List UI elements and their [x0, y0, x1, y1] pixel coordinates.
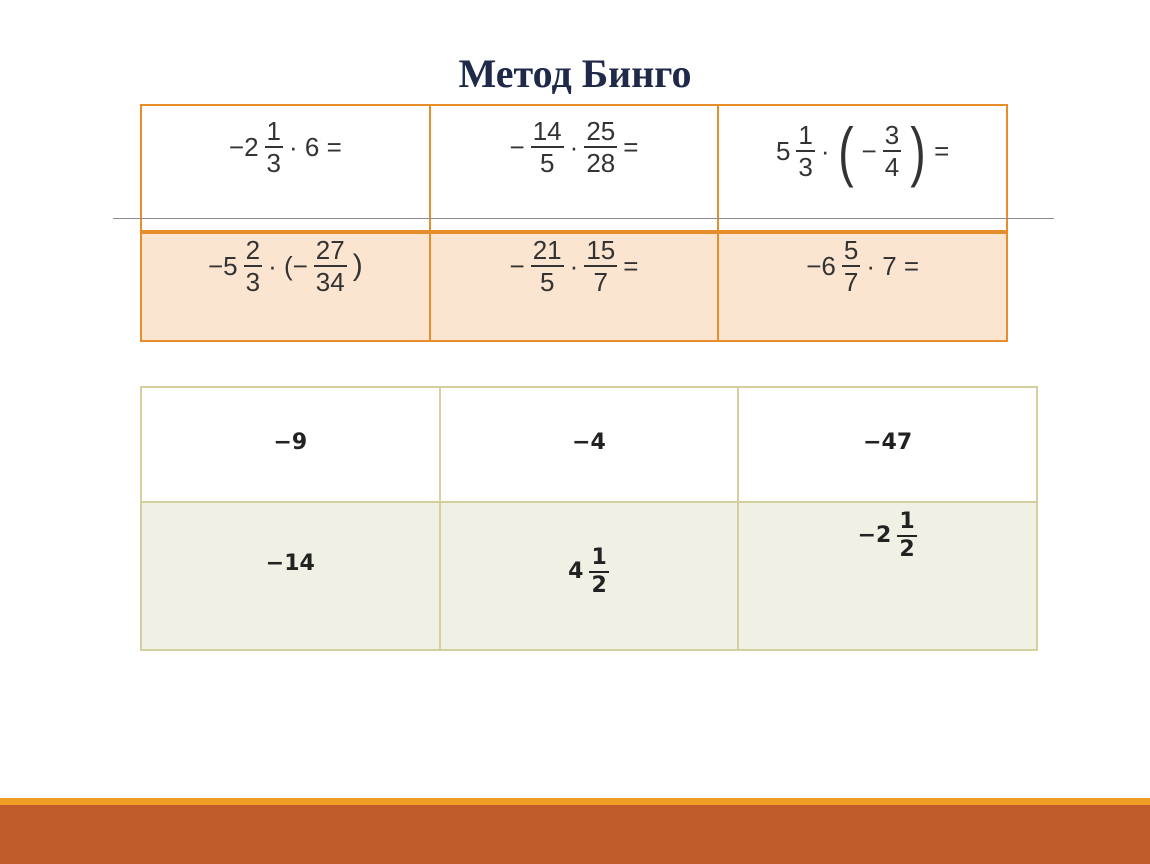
answer-cell-5	[440, 502, 739, 650]
numerator: 3	[884, 120, 900, 150]
task-expression	[510, 237, 639, 295]
numerator: 25	[586, 116, 616, 146]
page-title: Метод Бинго	[458, 51, 692, 96]
mixed-number-whole: −5	[207, 251, 238, 281]
fraction	[796, 122, 814, 180]
table-row	[141, 387, 1037, 502]
denominator: 28	[586, 148, 616, 178]
answer-value	[858, 511, 918, 561]
task-expression	[806, 237, 919, 295]
denominator: 34	[315, 267, 345, 297]
answer-value: −14	[265, 551, 315, 576]
denominator: 3	[266, 148, 282, 178]
task-cell-4	[141, 232, 430, 341]
minus-sign: −	[509, 251, 525, 281]
answer-cell-2	[440, 387, 739, 502]
answer-cell-4	[141, 502, 440, 650]
mixed-number-whole: 4	[568, 559, 584, 584]
task-cell-6	[718, 232, 1007, 341]
fraction	[897, 511, 916, 561]
numerator: 2	[245, 235, 261, 265]
task-cell-3	[718, 105, 1007, 232]
answer-value: −4	[572, 430, 606, 455]
denominator: 7	[593, 267, 608, 297]
answer-cell-1	[141, 387, 440, 502]
fraction	[842, 237, 860, 295]
right-parenthesis: )	[352, 249, 363, 282]
answer-value: −9	[273, 430, 308, 455]
fraction	[584, 118, 617, 176]
answer-cell-6	[738, 502, 1037, 650]
minus-sign: −	[509, 132, 525, 162]
numerator: 5	[843, 235, 859, 265]
denominator: 7	[843, 267, 859, 297]
numerator: 1	[266, 116, 282, 146]
answer-value	[568, 547, 610, 597]
mixed-number-whole: −2	[228, 132, 259, 162]
denominator: 5	[539, 267, 555, 297]
multiply-sign: ·	[569, 251, 579, 281]
table-row	[141, 502, 1037, 650]
numerator: 1	[897, 511, 916, 537]
task-cell-1	[141, 105, 430, 232]
denominator: 2	[591, 573, 607, 598]
task-expression	[510, 118, 639, 176]
answers-table	[140, 386, 1038, 651]
mixed-number-whole: −2	[857, 523, 892, 548]
task-expression	[775, 114, 950, 188]
left-parenthesis: (	[837, 114, 854, 188]
multiply-sign: · (−	[268, 251, 308, 281]
answer-value: −47	[863, 430, 913, 455]
tasks-table	[140, 104, 1008, 342]
denominator: 5	[539, 148, 555, 178]
fraction	[265, 118, 283, 176]
answer-cell-3	[738, 387, 1037, 502]
numerator: 15	[586, 235, 616, 265]
task-expression	[229, 118, 342, 176]
denominator: 3	[798, 152, 813, 182]
fraction	[314, 237, 347, 295]
fraction	[531, 237, 564, 295]
right-parenthesis: )	[910, 114, 926, 188]
fraction	[589, 547, 608, 597]
mixed-number-whole: −6	[806, 251, 836, 281]
table-row	[141, 105, 1007, 232]
task-cell-2	[430, 105, 719, 232]
divider-line	[113, 218, 1054, 219]
task-cell-5	[430, 232, 719, 341]
numerator: 1	[798, 120, 813, 150]
fraction	[584, 237, 617, 295]
footer-bar	[0, 805, 1150, 864]
numerator: 1	[589, 547, 608, 573]
task-expression	[208, 237, 363, 295]
table-row	[141, 232, 1007, 341]
fraction	[883, 122, 901, 180]
fraction	[531, 118, 564, 176]
numerator: 21	[532, 235, 562, 265]
mixed-number-whole: 5	[775, 136, 791, 166]
equals-sign: =	[623, 251, 639, 281]
equals-sign: =	[934, 136, 950, 166]
numerator: 27	[315, 235, 345, 265]
multiply-sign: ·	[820, 136, 830, 166]
expression-rest: · 6 =	[289, 132, 342, 162]
minus-sign: −	[861, 136, 877, 166]
footer-accent-bar	[0, 798, 1150, 805]
expression-rest: · 7 =	[866, 251, 920, 281]
fraction	[244, 237, 262, 295]
denominator: 3	[245, 267, 261, 297]
denominator: 2	[899, 537, 915, 562]
denominator: 4	[884, 152, 900, 182]
numerator: 14	[532, 116, 562, 146]
equals-sign: =	[623, 132, 639, 162]
multiply-sign: ·	[569, 132, 579, 162]
